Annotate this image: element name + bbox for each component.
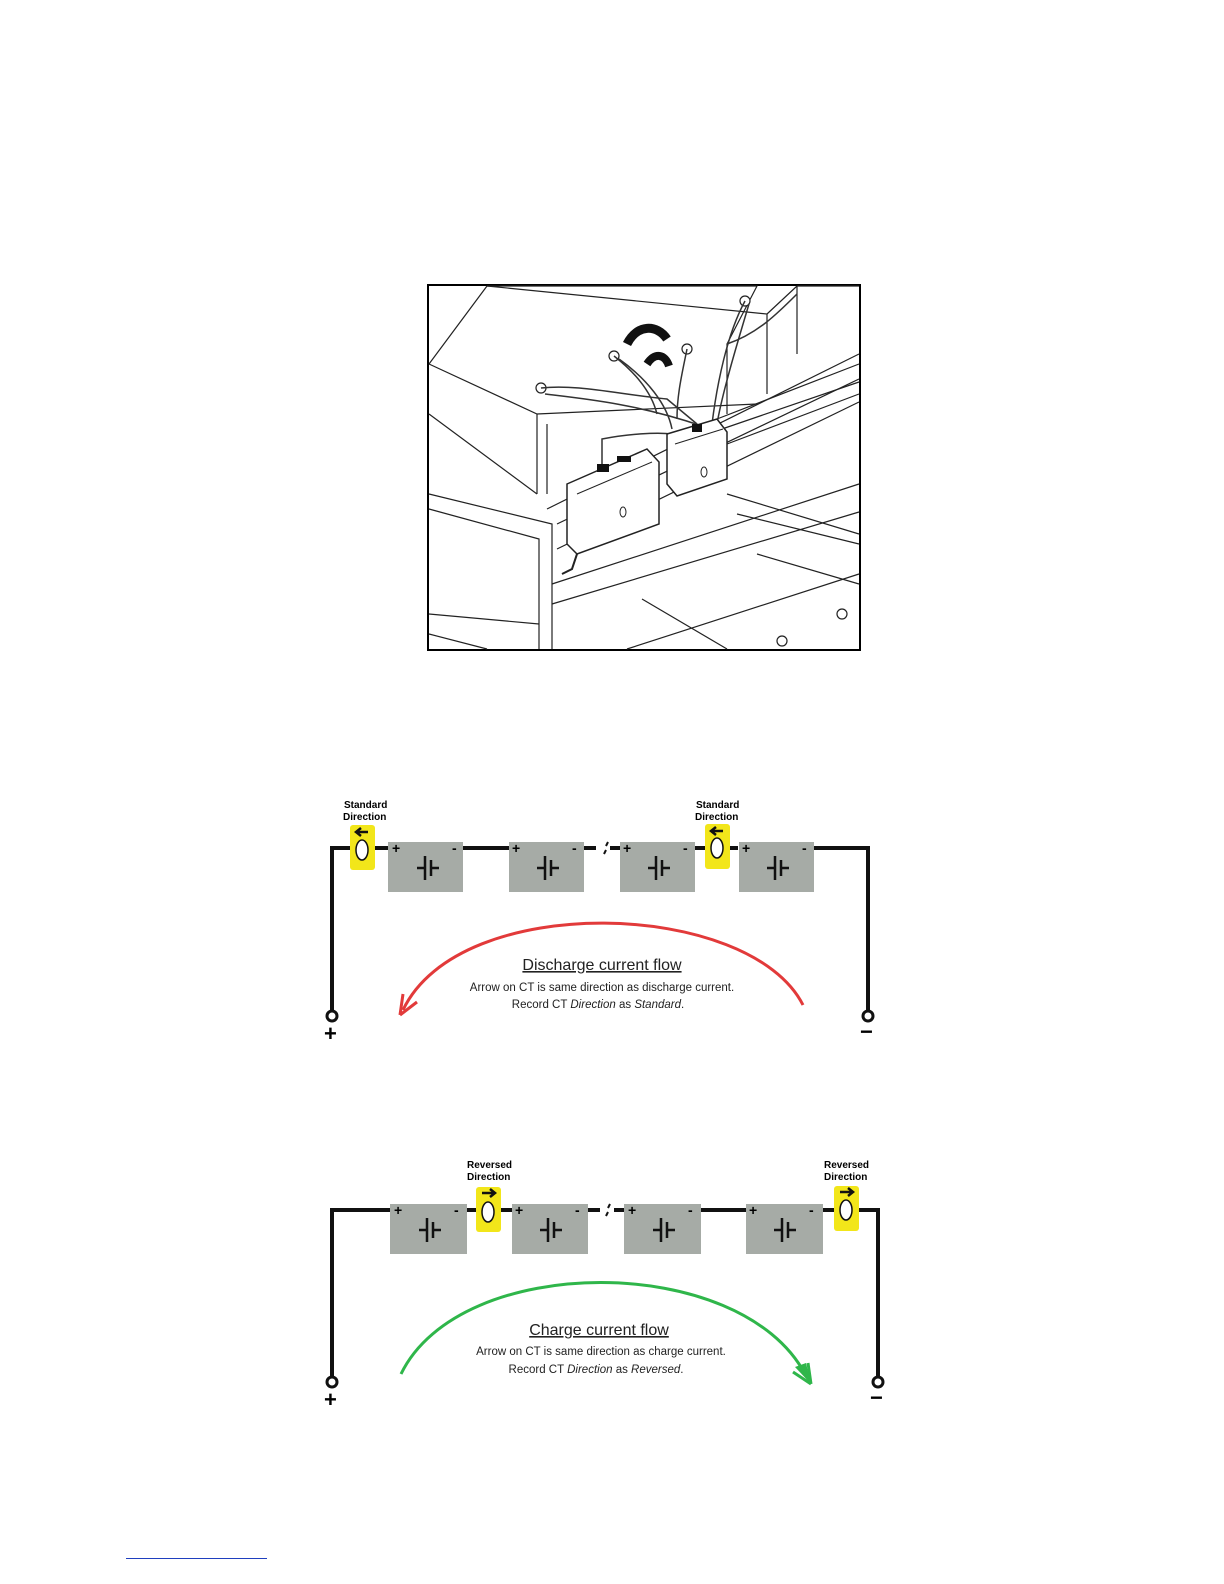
svg-text:+: + [512, 840, 521, 856]
positive-terminal [327, 1011, 337, 1021]
svg-text:+: + [749, 1202, 758, 1218]
svg-text:−: − [860, 1019, 873, 1044]
svg-text:+: + [394, 1202, 403, 1218]
battery-cell [509, 840, 584, 892]
flow-title: Discharge current flow [522, 957, 682, 974]
wire-negative-lead [814, 848, 868, 1016]
svg-text:Reversed: Reversed [467, 1160, 513, 1171]
battery-cell [746, 1202, 823, 1254]
wire-negative-lead [823, 1210, 878, 1382]
svg-text:-: - [802, 840, 807, 856]
svg-text:−: − [870, 1385, 883, 1410]
current-transformer-right [824, 1160, 869, 1231]
flow-description: Arrow on CT is same direction as discharge current. [469, 982, 735, 994]
wire-positive-lead [332, 848, 388, 1016]
svg-text:Direction: Direction [467, 1172, 511, 1183]
positive-terminal [327, 1377, 337, 1387]
current-transformer-left [467, 1160, 512, 1232]
svg-text:Standard: Standard [344, 800, 388, 811]
svg-text:Direction: Direction [695, 812, 739, 823]
battery-cell [620, 840, 695, 892]
battery-cell [624, 1202, 701, 1254]
battery-cell [388, 840, 463, 892]
svg-text:+: + [324, 1387, 337, 1412]
battery-cell [512, 1202, 588, 1254]
flow-title: Charge current flow [529, 1322, 669, 1339]
svg-text:Standard: Standard [696, 800, 740, 811]
svg-text:Reversed: Reversed [824, 1160, 870, 1171]
flow-instruction: Record CT Direction as Standard. [511, 999, 685, 1011]
svg-text:+: + [623, 840, 632, 856]
battery-cell [739, 840, 814, 892]
flow-description: Arrow on CT is same direction as charge current. [476, 1346, 726, 1358]
svg-text:+: + [628, 1202, 637, 1218]
svg-text:-: - [809, 1202, 814, 1218]
battery-cell [390, 1202, 467, 1254]
discharge-current-diagram [300, 790, 900, 1050]
svg-text:-: - [683, 840, 688, 856]
battery-installation-illustration [427, 284, 861, 651]
svg-text:-: - [572, 840, 577, 856]
svg-text:+: + [392, 840, 401, 856]
footnote-separator [126, 1558, 267, 1559]
svg-text:-: - [452, 840, 457, 856]
current-transformer-left [343, 800, 387, 870]
charge-current-diagram [300, 1152, 900, 1412]
svg-text:Direction: Direction [824, 1172, 868, 1183]
svg-text:+: + [515, 1202, 524, 1218]
svg-text:+: + [742, 840, 751, 856]
wire-positive-lead [332, 1210, 390, 1382]
current-transformer-right [695, 800, 739, 869]
svg-text:-: - [454, 1202, 459, 1218]
svg-text:-: - [688, 1202, 693, 1218]
svg-text:-: - [575, 1202, 580, 1218]
svg-text:+: + [324, 1021, 337, 1046]
svg-text:Direction: Direction [343, 812, 387, 823]
flow-instruction: Record CT Direction as Reversed. [508, 1364, 684, 1376]
